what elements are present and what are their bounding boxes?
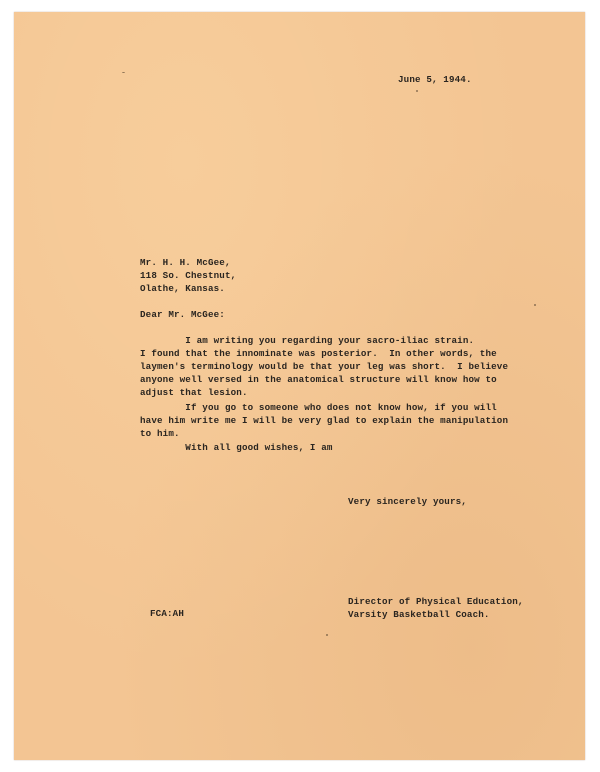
recipient-name: Mr. H. H. McGee, [140,257,231,268]
paper-speck [534,304,536,306]
paragraph-line: I am writing you regarding your sacro-iliac strain. [140,335,475,346]
recipient-address [140,256,236,295]
reference-initials: FCA:AH [150,608,184,619]
paper-speck [326,634,328,636]
paragraph-line: I found that the innominate was posterior. In other words, the [140,348,497,359]
paragraph-line: have him write me I will be very glad to explain the manipulation [140,415,509,426]
paragraph-line: adjust that lesion. [140,387,248,398]
paragraph-line: to him. [140,428,180,439]
signature-title-line: Varsity Basketball Coach. [348,609,490,620]
paragraph-line: anyone well versed in the anatomical structure will know how to [140,374,497,385]
closing: Very sincerely yours, [348,496,467,507]
salutation: Dear Mr. McGee: [140,309,225,320]
paper-speck [122,72,125,73]
paragraph-line: If you go to someone who does not know how, if you will [140,402,497,413]
paragraph-line: With all good wishes, I am [140,442,333,453]
paper-speck [416,90,418,92]
letter-page [14,12,585,760]
signature-title-line: Director of Physical Education, [348,596,524,607]
paragraph-line: laymen's terminology would be that your leg was short. I believe [140,361,509,372]
recipient-city: Olathe, Kansas. [140,283,225,294]
signature-title [348,595,524,621]
letter-date: June 5, 1944. [398,74,472,85]
body-paragraph-1 [140,334,508,399]
recipient-street: 118 So. Chestnut, [140,270,237,281]
body-paragraph-2 [140,401,508,440]
body-paragraph-3 [140,441,333,454]
